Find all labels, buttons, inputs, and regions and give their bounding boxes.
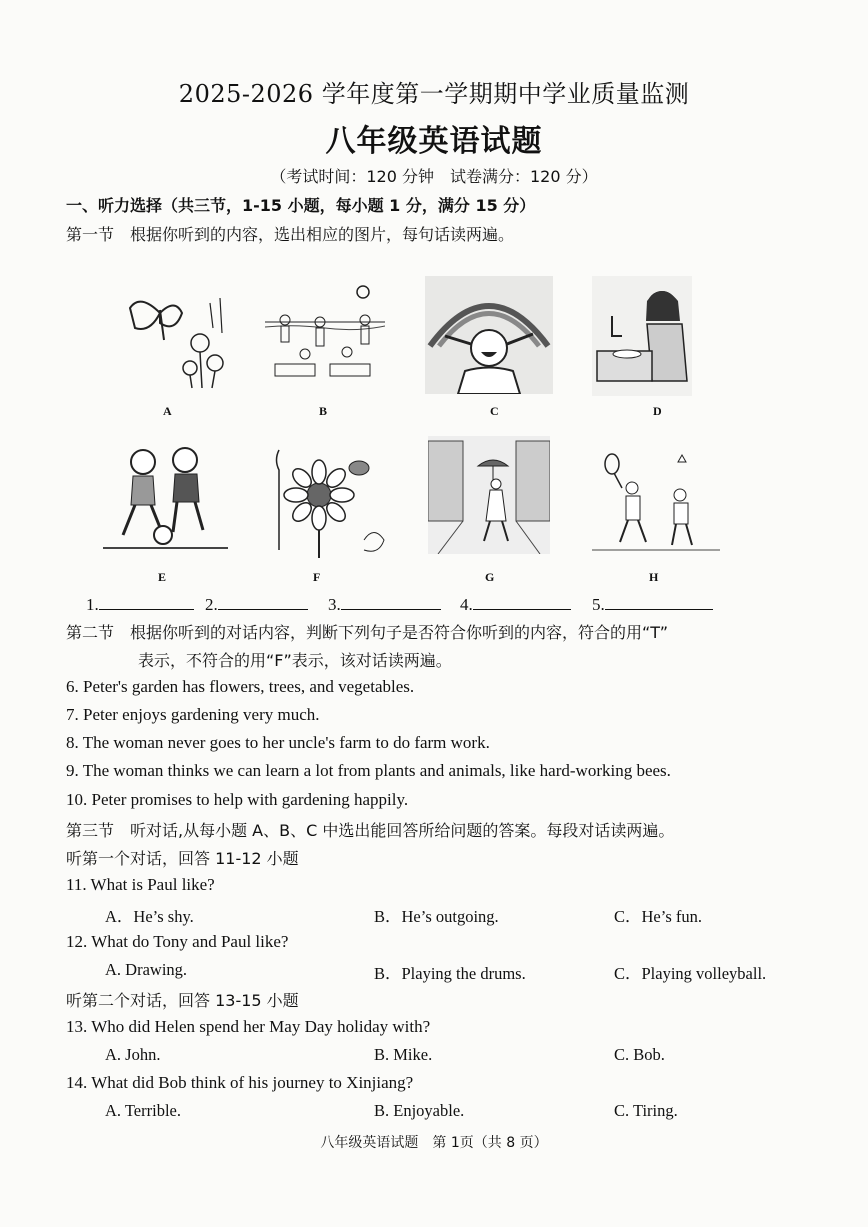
question-13-option-a[interactable]: A. John. [105, 1045, 161, 1064]
picture-label-g: G [485, 570, 495, 584]
answer-blank-5[interactable]: 5. [592, 593, 713, 615]
question-12-option-b[interactable]: B．Playing the drums. [374, 964, 526, 983]
statement-7: 7. Peter enjoys gardening very much. [66, 705, 320, 724]
badminton-players-picture [592, 450, 720, 560]
section1-instruction: 第一节 根据你听到的内容，选出相应的图片，每句话读两遍。 [66, 225, 515, 244]
statement-10: 10. Peter promises to help with gardening happily. [66, 790, 409, 809]
woman-washing-dishes-picture [592, 276, 692, 396]
beach-children-picture [265, 282, 385, 387]
question-13-option-b[interactable]: B. Mike. [374, 1045, 433, 1064]
picture-label-d: D [653, 404, 662, 418]
question-11-option-a[interactable]: A．He’s shy. [105, 907, 194, 926]
question-13-option-c[interactable]: C. Bob. [614, 1045, 665, 1064]
exam-info: （考试时间：120 分钟 试卷满分：120 分） [270, 167, 598, 186]
question-11-option-b[interactable]: B．He’s outgoing. [374, 907, 499, 926]
section3-instruction: 第三节 听对话,从每小题 A、B、C 中选出能回答所给问题的答案。每段对话读两遍。 [66, 821, 675, 840]
rainbow-happy-kid-picture [425, 276, 553, 394]
part1-heading: 一、听力选择（共三节，1-15 小题，每小题 1 分，满分 15 分） [66, 196, 536, 215]
girl-umbrella-street-picture [428, 436, 550, 554]
picture-label-e: E [158, 570, 167, 584]
statement-6: 6. Peter's garden has flowers, trees, and vegetables. [66, 677, 415, 696]
butterfly-flowers-picture [120, 288, 235, 393]
picture-label-b: B [319, 404, 328, 418]
question-12-option-a[interactable]: A. Drawing. [105, 960, 188, 979]
question-14-option-b[interactable]: B. Enjoyable. [374, 1101, 465, 1120]
question-13: 13. Who did Helen spend her May Day holiday with? [66, 1017, 431, 1036]
picture-label-a: A [163, 404, 172, 418]
statement-9: 9. The woman thinks we can learn a lot from plants and animals, like hard-working bees. [66, 761, 671, 780]
statement-8: 8. The woman never goes to her uncle's farm to do farm work. [66, 733, 490, 752]
section2-instruction-line2: 表示，不符合的用“F”表示，该对话读两遍。 [138, 651, 452, 670]
question-14-option-c[interactable]: C. Tiring. [614, 1101, 678, 1120]
picture-label-h: H [649, 570, 659, 584]
question-11: 11. What is Paul like? [66, 875, 215, 894]
picture-label-c: C [490, 404, 499, 418]
dialog2-heading: 听第二个对话，回答 13-15 小题 [66, 991, 299, 1010]
flower-bee-picture [264, 440, 389, 558]
picture-label-f: F [313, 570, 321, 584]
question-12: 12. What do Tony and Paul like? [66, 932, 289, 951]
boys-playing-soccer-picture [103, 440, 228, 558]
exam-subtitle: 八年级英语试题 [325, 124, 543, 159]
answer-blank-4[interactable]: 4. [460, 593, 571, 615]
exam-title: 2025-2026 学年度第一学期期中学业质量监测 [178, 80, 690, 108]
page-footer: 八年级英语试题 第 1页（共 8 页） [320, 1135, 548, 1151]
question-12-option-c[interactable]: C．Playing volleyball. [614, 964, 767, 983]
question-11-option-c[interactable]: C．He’s fun. [614, 907, 702, 926]
question-14: 14. What did Bob think of his journey to Xinjiang? [66, 1073, 414, 1092]
dialog1-heading: 听第一个对话，回答 11-12 小题 [66, 849, 299, 868]
answer-blank-1[interactable]: 1. [86, 593, 194, 615]
section2-instruction-line1: 第二节 根据你听到的对话内容，判断下列句子是否符合你听到的内容，符合的用“T” [66, 623, 669, 642]
answer-blank-3[interactable]: 3. [328, 593, 441, 615]
answer-blank-2[interactable]: 2. [205, 593, 308, 615]
question-14-option-a[interactable]: A. Terrible. [105, 1101, 181, 1120]
